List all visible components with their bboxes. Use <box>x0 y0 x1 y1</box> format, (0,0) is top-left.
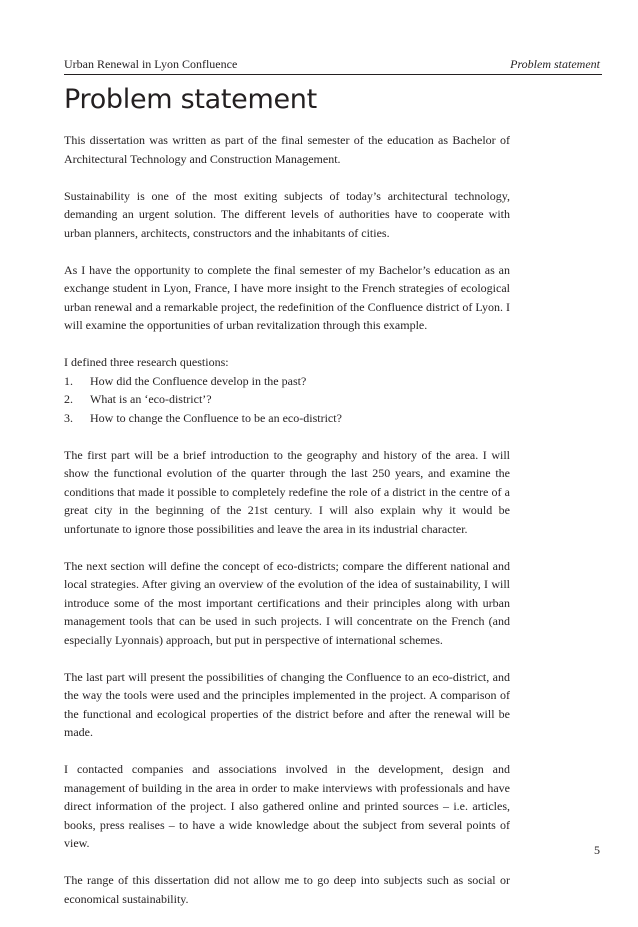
body-text <box>64 131 510 927</box>
paragraph-intro: This dissertation was written as part of the final semester of the education as Bachelor of Architectural Technology and Construction Management. <box>64 133 510 166</box>
list-item-text: What is an ‘eco-district’? <box>90 392 212 406</box>
paragraph-lyon: As I have the opportunity to complete the final semester of my Bachelor’s education as an exchange student in Lyon, France, I have more insight to the French strategies of ecological urban renewal and a remarkable project, the redefinition of the Confluence district of Lyon. I will examine the opportunities of urban revitalization through this example. <box>64 262 510 332</box>
list-item <box>64 409 510 428</box>
page-title: Problem statement <box>64 84 317 115</box>
paragraph-next-section: The next section will define the concept of eco-districts; compare the different national and local strategies. After giving an overview of the evolution of the idea of sustainability, I will introduce some of the most important certifications and their principles along with urban management tools that can be used in such projects. I will concentrate on the French (and especially Lyonnais) approach, but put in perspective of international schemes. <box>64 558 510 647</box>
list-item <box>64 390 510 409</box>
paragraph-scope: The range of this dissertation did not allow me to go deep into subjects such as social or economical sustainability. <box>64 873 510 906</box>
list-item-text: How did the Confluence develop in the past? <box>90 373 307 388</box>
list-item-text: How to change the Confluence to be an eco-district? <box>90 410 342 425</box>
paragraph-last-part: The last part will present the possibilities of changing the Confluence to an eco-district, and the way the tools were used and the principles implemented in the project. A comparison of the functional and ecological properties of the district before and after the renewal will be made. <box>64 669 510 739</box>
research-questions-intro: I defined three research questions: <box>64 355 229 369</box>
running-header <box>64 56 602 75</box>
page-number: 5 <box>594 843 600 857</box>
running-header-document-title: Urban Renewal in Lyon Confluence <box>64 57 238 71</box>
paragraph-methodology: I contacted companies and associations involved in the development, design and management of building in the area in order to make interviews with professionals and have direct information of the project. I also gathered online and printed sources – i.e. articles, books, press realises – to have a wide knowledge about the subject from several points of view. <box>64 762 510 850</box>
paragraph-first-part: The first part will be a brief introduction to the geography and history of the area. I will show the functional evolution of the quarter through the last 250 years, and examine the conditions that made it possible to completely redefine the role of a district in the centre of a great city in the beginning of the 21st century. I will also explain why it would be unfortunate to ignore those possibilities and leave the area in its industrial character. <box>64 447 510 536</box>
research-questions-list <box>64 372 510 428</box>
running-header-section-title: Problem statement <box>510 57 600 71</box>
list-item-number: 2. <box>64 392 73 406</box>
list-item-number: 1. <box>64 373 73 388</box>
list-item-number: 3. <box>64 410 73 425</box>
paragraph-sustainability: Sustainability is one of the most exiting subjects of today’s architectural technology, demanding an urgent solution. The different levels of authorities have to cooperate with urban planners, architects, constructors and the inhabitants of cities. <box>64 188 510 240</box>
list-item <box>64 372 510 391</box>
